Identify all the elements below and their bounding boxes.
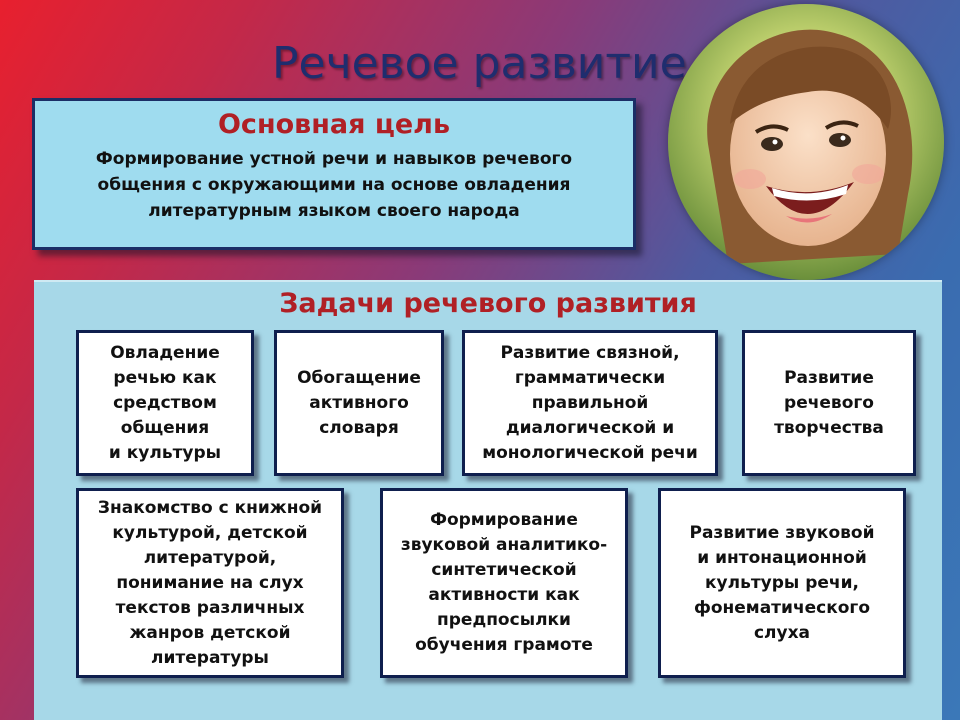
task-card-label: Овладение речью как средством общения и культуры (108, 342, 222, 463)
task-card-label: Формирование звуковой аналитико- синтетической активности как предпосылки обучения грамоте (400, 510, 608, 655)
task-card-label: Знакомство с книжной культурой, детской литературой, понимание на слух текстов различных жанров детской литературы (97, 497, 323, 668)
task-card-4 (742, 330, 916, 476)
main-goal-box (32, 98, 636, 250)
main-goal-text: Формирование устной речи и навыков речевого общения с окружающими на основе овладения литературным языком своего народа (95, 149, 573, 221)
task-card-label: Обогащение активного словаря (297, 367, 421, 438)
tasks-heading: Задачи речевого развития (279, 288, 697, 319)
task-card-6 (380, 488, 628, 678)
tasks-panel (34, 280, 942, 720)
slide-title: Речевое развитие (272, 38, 687, 89)
task-card-1 (76, 330, 254, 476)
task-card-3 (462, 330, 718, 476)
girl-illustration (668, 4, 944, 280)
main-goal-heading: Основная цель (217, 109, 451, 140)
smiling-girl-photo (668, 4, 944, 280)
task-card-label: Развитие связной, грамматически правильной диалогической и монологической речи (482, 342, 698, 463)
task-card-label: Развитие речевого творчества (774, 367, 884, 438)
task-card-7 (658, 488, 906, 678)
task-card-label: Развитие звуковой и интонационной культуры речи, фонематического слуха (689, 522, 875, 643)
task-card-2 (274, 330, 444, 476)
task-card-5 (76, 488, 344, 678)
